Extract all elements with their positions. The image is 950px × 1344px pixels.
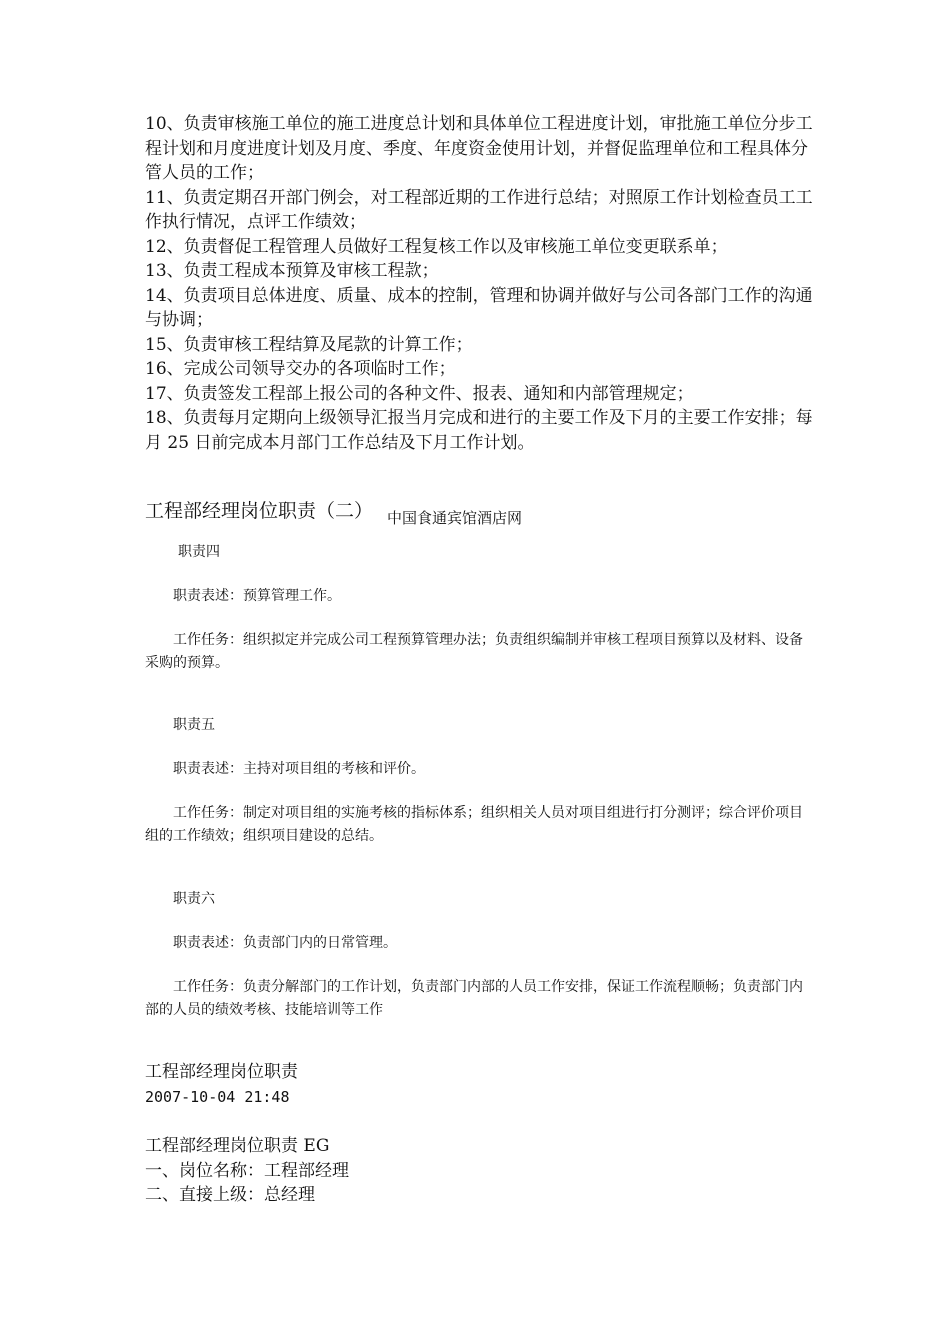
duty-block-6 (145, 888, 815, 1022)
list-item: 12、负责督促工程管理人员做好工程复核工作以及审核施工单位变更联系单； (145, 236, 728, 257)
list-item: 13、负责工程成本预算及审核工程款； (145, 261, 439, 281)
duty-task: 工作任务：负责分解部门的工作计划，负责部门内部的人员工作安排，保证工作流程顺畅；负责部门内部的人员的绩效考核、技能培训等工作 (145, 979, 803, 1018)
list-item: 14、负责项目总体进度、质量、成本的控制，管理和协调并做好与公司各部门工作的沟通与协调； (145, 285, 813, 330)
post-block (145, 1060, 298, 1109)
list-item: 15、负责审核工程结算及尾款的计算工作； (145, 334, 473, 355)
duty-block-4 (145, 541, 815, 675)
duty-heading: 职责六 (173, 891, 215, 907)
list-item: 18、负责每月定期向上级领导汇报当月完成和进行的主要工作及下月的主要工作安排；每月 25 日前完成本月部门工作总结及下月工作计划。 (145, 408, 813, 453)
section-heading (145, 496, 523, 527)
source-label: 中国食通宾馆酒店网 (387, 509, 523, 527)
section-title: 工程部经理岗位职责（二） (145, 500, 374, 522)
duty-task: 工作任务：组织拟定并完成公司工程预算管理办法；负责组织编制并审核工程项目预算以及材料、设备采购的预算。 (145, 632, 803, 671)
direct-superior-line: 二、直接上级：总经理 (145, 1185, 315, 1205)
list-item: 17、负责签发工程部上报公司的各种文件、报表、通知和内部管理规定； (145, 383, 694, 404)
duty-heading: 职责四 (178, 544, 220, 560)
post-date: 2007-10-04 21:48 (145, 1087, 290, 1106)
duty-description: 职责表述：主持对项目组的考核和评价。 (173, 761, 425, 777)
post-title: 工程部经理岗位职责 (145, 1062, 298, 1082)
duty-description: 职责表述：负责部门内的日常管理。 (173, 935, 397, 951)
job-info-block (145, 1134, 349, 1208)
duties-list (145, 112, 815, 455)
job-info-title: 工程部经理岗位职责 EG (145, 1136, 330, 1156)
list-item: 16、完成公司领导交办的各项临时工作； (145, 359, 456, 379)
duty-heading: 职责五 (173, 717, 215, 733)
job-name-line: 一、岗位名称：工程部经理 (145, 1160, 349, 1181)
list-item: 11、负责定期召开部门例会，对工程部近期的工作进行总结；对照原工作计划检查员工工作执行情况，点评工作绩效； (145, 187, 813, 232)
duty-description: 职责表述：预算管理工作。 (173, 588, 341, 604)
duty-task: 工作任务：制定对项目组的实施考核的指标体系；组织相关人员对项目组进行打分测评；综合评价项目组的工作绩效；组织项目建设的总结。 (145, 805, 803, 844)
duty-block-5 (145, 714, 815, 848)
list-item: 10、负责审核施工单位的施工进度总计划和具体单位工程进度计划，审批施工单位分步工程计划和月度进度计划及月度、季度、年度资金使用计划，并督促监理单位和工程具体分管人员的工作； (145, 114, 813, 183)
